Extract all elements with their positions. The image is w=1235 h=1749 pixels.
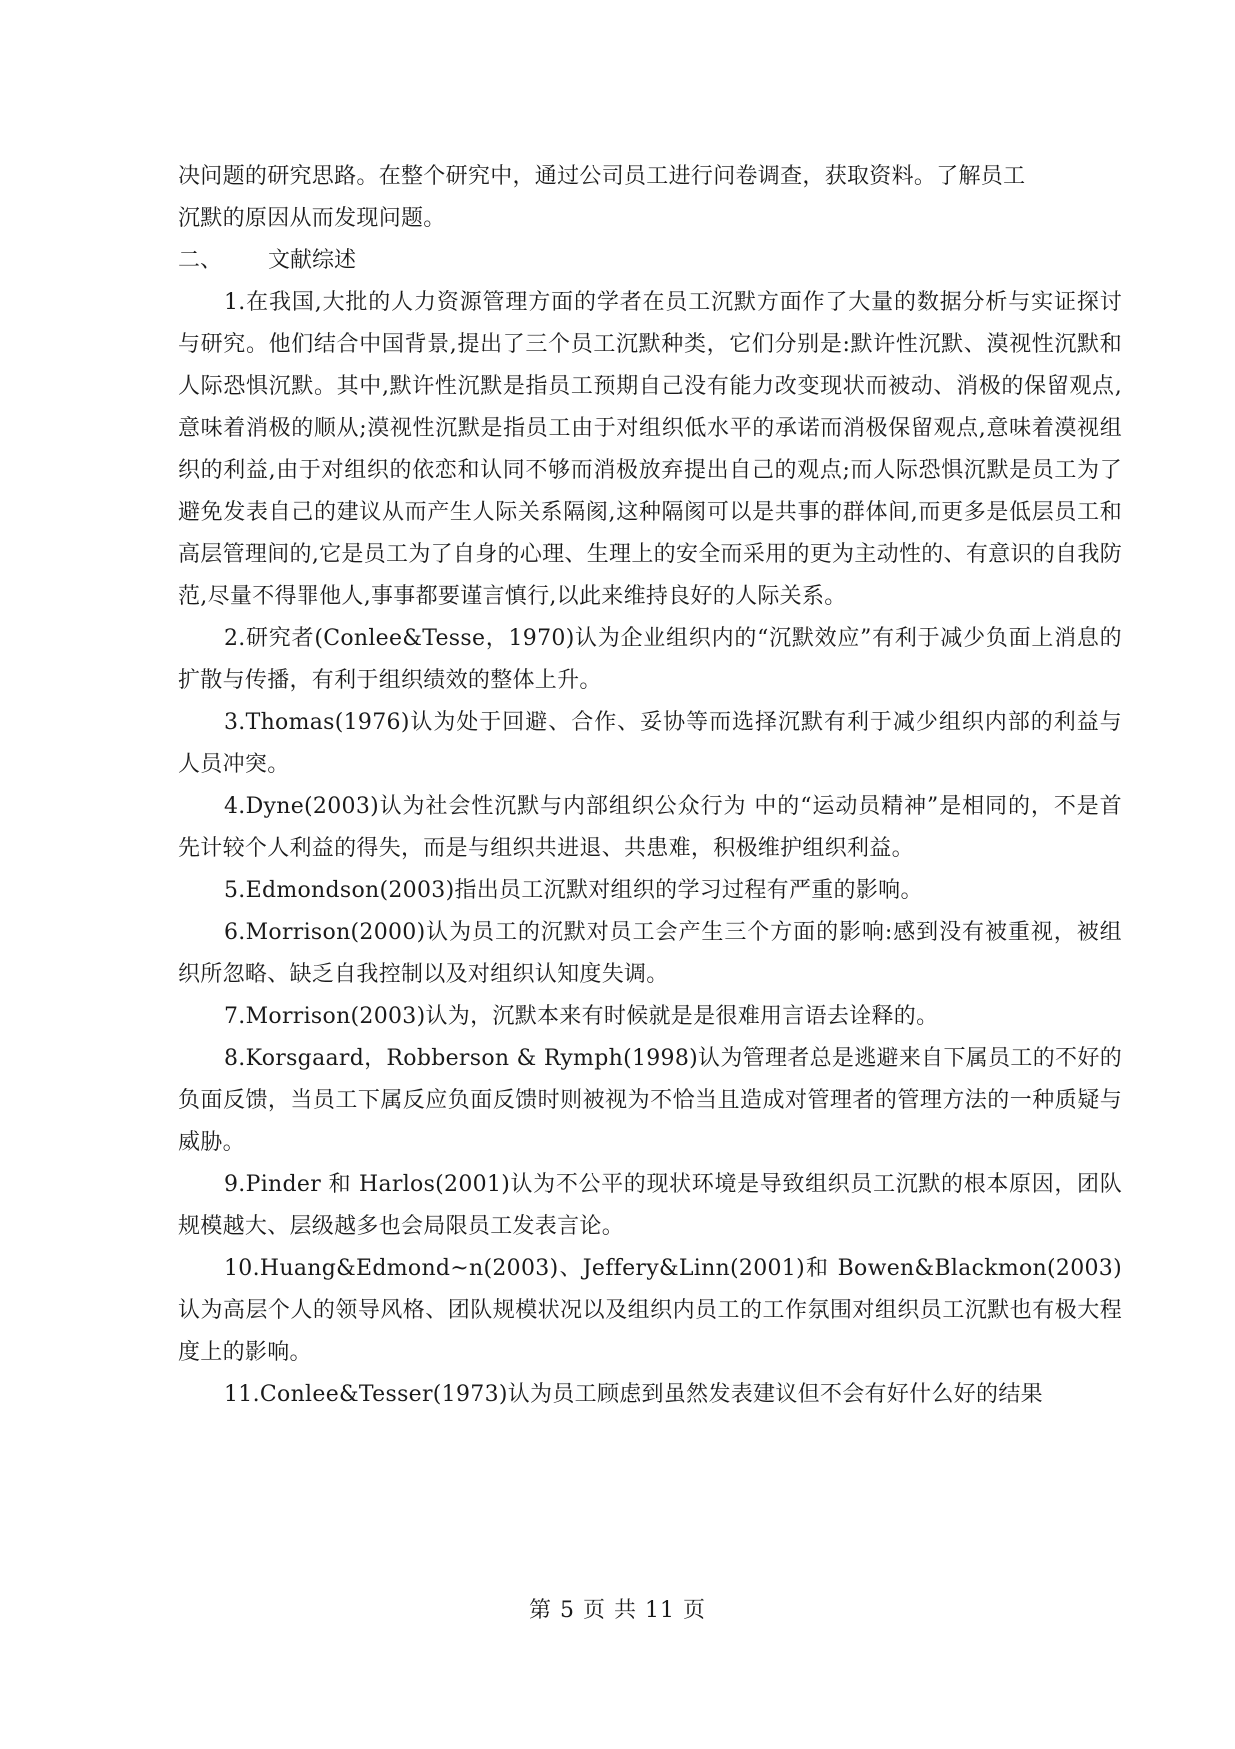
paragraph-8: 8.Korsgaard，Robberson & Rymph(1998)认为管理者总是逃避来自下属员工的不好的负面反馈，当员工下属反应负面反馈时则被视为不恰当且造成对管理者的管理方法的一种质疑与威胁。 xyxy=(178,1046,1122,1155)
paragraph-11: 11.Conlee&Tesser(1973)认为员工顾虑到虽然发表建议但不会有好什么好的结果 xyxy=(224,1382,1043,1407)
section-number: 二、 xyxy=(178,248,223,273)
paragraph-3: 3.Thomas(1976)认为处于回避、合作、妥协等而选择沉默有利于减少组织内部的利益与人员冲突。 xyxy=(178,710,1122,777)
paragraph-7: 7.Morrison(2003)认为，沉默本来有时候就是是很难用言语去诠释的。 xyxy=(224,1004,939,1029)
intro-line-1: 决问题的研究思路。在整个研究中，通过公司员工进行问卷调查，获取资料。了解员工 xyxy=(178,164,1026,189)
paragraph-9: 9.Pinder 和 Harlos(2001)认为不公平的现状环境是导致组织员工沉默的根本原因，团队规模越大、层级越多也会局限员工发表言论。 xyxy=(178,1172,1122,1239)
paragraph-4: 4.Dyne(2003)认为社会性沉默与内部组织公众行为 中的“运动员精神”是相同的，不是首先计较个人利益的得失，而是与组织共进退、共患难，积极维护组织利益。 xyxy=(178,794,1122,861)
section-title: 文献综述 xyxy=(268,248,357,273)
paragraph-6: 6.Morrison(2000)认为员工的沉默对员工会产生三个方面的影响:感到没有被重视，被组织所忽略、缺乏自我控制以及对组织认知度失调。 xyxy=(178,920,1122,987)
paragraph-1: 1.在我国,大批的人力资源管理方面的学者在员工沉默方面作了大量的数据分析与实证探讨与研究。他们结合中国背景,提出了三个员工沉默种类，它们分别是:默许性沉默、漠视性沉默和人际恐惧沉默。其中,默许性沉默是指员工预期自己没有能力改变现状而被动、消极的保留观点,意味着消极的顺从;漠视性沉默是指员工由于对组织低水平的承诺而消极保留观点,意味着漠视组织的利益,由于对组织的依恋和认同不够而消极放弃提出自己的观点;而人际恐惧沉默是员工为了避免发表自己的建议从而产生人际关系隔阂,这种隔阂可以是共事的群体间,而更多是低层员工和高层管理间的,它是员工为了自身的心理、生理上的安全而采用的更为主动性的、有意识的自我防范,尽量不得罪他人,事事都要谨言慎行,以此来维持良好的人际关系。 xyxy=(178,290,1122,609)
page-footer: 第 5 页 共 11 页 xyxy=(529,1598,706,1623)
paragraph-10: 10.Huang&Edmond~n(2003)、Jeffery&Linn(2001)和 Bowen&Blackmon(2003)认为高层个人的领导风格、团队规模状况以及组织内员工的工作氛围对组织员工沉默也有极大程度上的影响。 xyxy=(178,1256,1122,1365)
page-body xyxy=(178,156,1122,1416)
intro-line-2: 沉默的原因从而发现问题。 xyxy=(178,206,446,231)
section-heading xyxy=(178,240,1122,282)
paragraph-2: 2.研究者(Conlee&Tesse，1970)认为企业组织内的“沉默效应”有利于减少负面上消息的扩散与传播，有利于组织绩效的整体上升。 xyxy=(178,626,1122,693)
paragraph-5: 5.Edmondson(2003)指出员工沉默对组织的学习过程有严重的影响。 xyxy=(224,878,923,903)
